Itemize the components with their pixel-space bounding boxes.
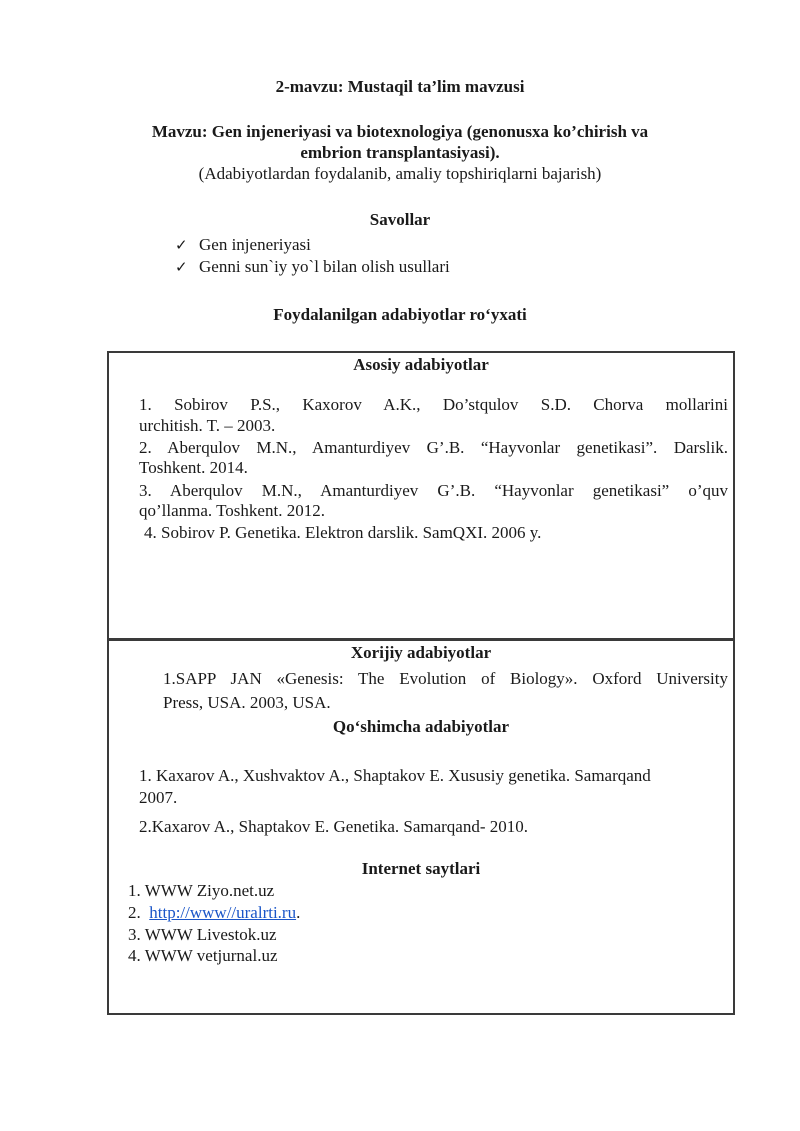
internet-heading: Internet saytlari	[361, 859, 481, 878]
extra-lit-item-2: 2.Kaxarov A., Shaptakov E. Genetika. Samarqand- 2010.	[139, 817, 529, 836]
main-literature-heading: Asosiy adabiyotlar	[353, 355, 489, 374]
main-lit-item-2-line-1: 2. Aberqulov M.N., Amanturdiyev G’.B. “Hayvonlar genetikasi”. Darslik.	[139, 438, 728, 457]
foreign-literature-heading: Xorijiy adabiyotlar	[350, 643, 492, 662]
extra-lit-item-1-line-1: 1. Kaxarov A., Xushvaktov A., Shaptakov E. Xususiy genetika. Samarqand	[139, 766, 651, 785]
foreign-lit-line-2: Press, USA. 2003, USA.	[163, 693, 331, 712]
question-item: Genni sun`iy yo`l bilan olish usullari	[199, 257, 450, 276]
main-lit-item-1-line-1: 1. Sobirov P.S., Kaxorov A.K., Do’stqulov S.D. Chorva mollarini	[139, 395, 728, 414]
main-lit-item-3-line-2: qo’llanma. Toshkent. 2012.	[139, 501, 325, 520]
main-lit-item-3-line-1: 3. Aberqulov M.N., Amanturdiyev G’.B. “Hayvonlar genetikasi” o’quv	[139, 481, 728, 500]
uralrti-link[interactable]: http://www//uralrti.ru	[149, 903, 297, 922]
check-icon: ✓	[175, 236, 188, 254]
questions-heading: Savollar	[369, 210, 431, 229]
topic-line-1: Mavzu: Gen injeneriyasi va biotexnologiya (genonusxa ko’chirish va	[151, 122, 649, 141]
topic-subtitle: (Adabiyotlardan foydalanib, amaliy topshiriqlarni bajarish)	[198, 164, 602, 183]
check-icon: ✓	[175, 258, 188, 276]
main-lit-item-1-line-2: urchitish. T. – 2003.	[139, 416, 276, 435]
internet-item-1: 1. WWW Ziyo.net.uz	[128, 881, 275, 900]
main-lit-item-2-line-2: Toshkent. 2014.	[139, 458, 248, 477]
literature-heading: Foydalanilgan adabiyotlar ro‘yxati	[273, 305, 527, 324]
extra-literature-heading: Qo‘shimcha adabiyotlar	[332, 717, 510, 736]
foreign-lit-line-1: 1.SAPP JAN «Genesis: The Evolution of Biology». Oxford University	[163, 669, 728, 688]
topic-line-2: embrion transplantasiyasi).	[300, 143, 500, 162]
internet-item-2-number: 2.	[128, 903, 150, 922]
internet-item-2-suffix: .	[296, 903, 301, 922]
main-lit-item-4: 4. Sobirov P. Genetika. Elektron darslik. SamQXI. 2006 y.	[144, 523, 542, 542]
extra-lit-item-1-line-2: 2007.	[139, 788, 178, 807]
page-title: 2-mavzu: Mustaqil ta’lim mavzusi	[275, 77, 525, 96]
internet-item-3: 3. WWW Livestok.uz	[128, 925, 277, 944]
internet-item-2	[128, 903, 300, 923]
question-item: Gen injeneriyasi	[199, 235, 311, 254]
internet-item-4: 4. WWW vetjurnal.uz	[128, 946, 278, 965]
